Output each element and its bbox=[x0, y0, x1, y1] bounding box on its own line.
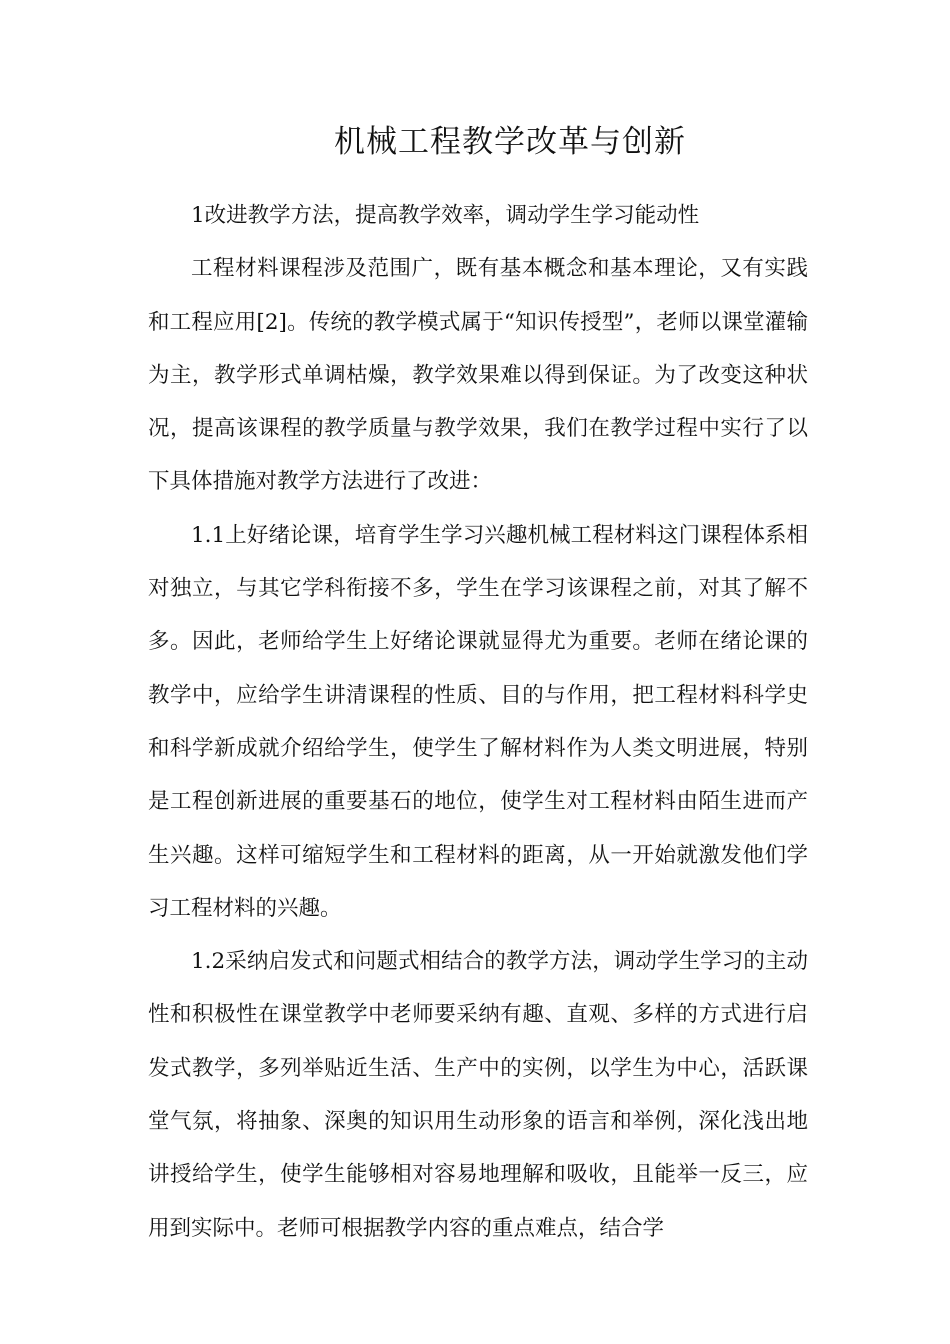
paragraph-1-2: 1.2采纳启发式和问题式相结合的教学方法，调动学生学习的主动性和积极性在课堂教学中老师要采纳有趣、直观、多样的方式进行启发式教学，多列举贴近生活、生产中的实例，以学生为中心，活跃课堂气氛，将抽象、深奥的知识用生动形象的语言和举例，深化浅出地讲授给学生，使学生能够相对容易地理解和吸收，且能举一反三，应用到实际中。老师可根据教学内容的重点难点，结合学 bbox=[148, 949, 808, 1241]
document-title: 机械工程教学改革与创新 bbox=[334, 124, 686, 160]
paragraph-section-heading: 1改进教学方法，提高教学效率，调动学生学习能动性 bbox=[191, 203, 700, 228]
paragraph-1-1: 1.1上好绪论课，培育学生学习兴趣机械工程材料这门课程体系相对独立，与其它学科衔接不多，学生在学习该课程之前，对其了解不多。因此，老师给学生上好绪论课就显得尤为重要。老师在绪论课的教学中，应给学生讲清课程的性质、目的与作用，把工程材料科学史和科学新成就介绍给学生，使学生了解材料作为人类文明进展，特别是工程创新进展的重要基石的地位，使学生对工程材料由陌生进而产生兴趣。这样可缩短学生和工程材料的距离，从一开始就激发他们学习工程材料的兴趣。 bbox=[148, 522, 808, 921]
paragraph-intro: 工程材料课程涉及范围广，既有基本概念和基本理论，又有实践和工程应用[2]。传统的教学模式属于“知识传授型”，老师以课堂灌输为主，教学形式单调枯燥，教学效果难以得到保证。为了改变这种状况，提高该课程的教学质量与教学效果，我们在教学过程中实行了以下具体措施对教学方法进行了改进： bbox=[148, 256, 808, 495]
document-body bbox=[148, 189, 808, 1255]
